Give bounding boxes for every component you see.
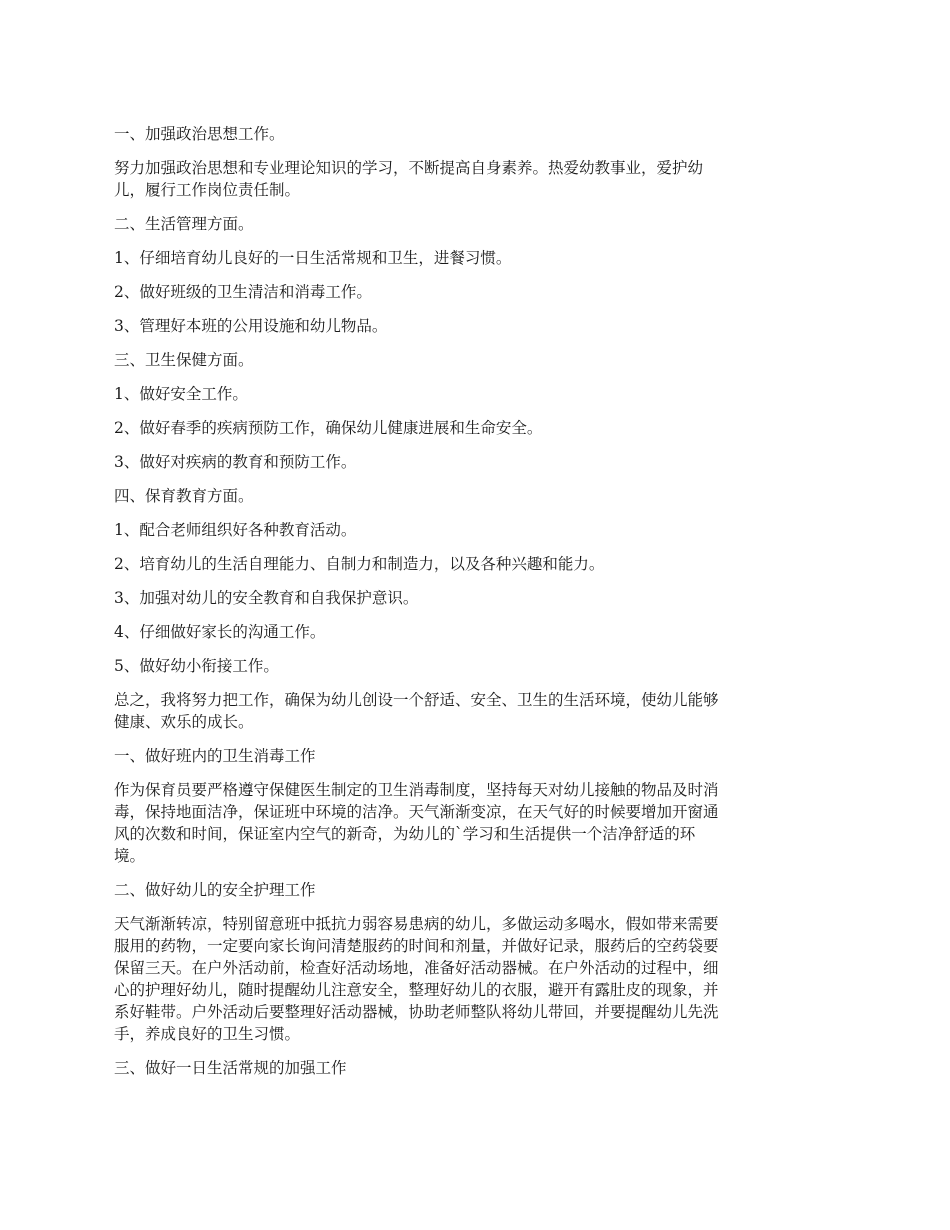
paragraph-hygiene-body: 作为保育员要严格遵守保健医生制定的卫生消毒制度，坚持每天对幼儿接触的物品及时消 毒，保持地面洁净，保证班中环境的洁净。天气渐渐变凉，在天气好的时候要增加开窗通 风的次数和时间，保证室内空气的新奇，为幼儿的`学习和生活提供一个洁净舒适的环 境。 — [114, 781, 719, 865]
list-item: 4、仔细做好家长的沟通工作。 — [114, 623, 326, 641]
section-heading-politics: 一、加强政治思想工作。 — [114, 125, 285, 143]
list-item: 3、管理好本班的公用设施和幼儿物品。 — [114, 317, 388, 335]
section-heading-life-management: 二、生活管理方面。 — [114, 215, 254, 233]
list-item: 2、培育幼儿的生活自理能力、自制力和制造力，以及各种兴趣和能力。 — [114, 555, 605, 573]
list-item: 3、做好对疾病的教育和预防工作。 — [114, 453, 357, 471]
paragraph-summary: 总之，我将努力把工作，确保为幼儿创设一个舒适、安全、卫生的生活环境，使幼儿能够 健康、欢乐的成长。 — [114, 691, 719, 731]
list-item: 1、做好安全工作。 — [114, 385, 248, 403]
list-item: 2、做好班级的卫生清洁和消毒工作。 — [114, 283, 372, 301]
list-item: 5、做好幼小衔接工作。 — [114, 657, 279, 675]
list-item: 1、仔细培育幼儿良好的一日生活常规和卫生，进餐习惯。 — [114, 249, 512, 267]
list-item: 2、做好春季的疾病预防工作，确保幼儿健康进展和生命安全。 — [114, 419, 543, 437]
paragraph-safety-body: 天气渐渐转凉，特别留意班中抵抗力弱容易患病的幼儿，多做运动多喝水，假如带来需要 服用的药物，一定要向家长询问清楚服药的时间和剂量，并做好记录，服药后的空药袋要 保留三天。在户外活动前，检查好活动场地，准备好活动器械。在户外活动的过程中，细 心的护理好幼儿，随时提醒幼儿注意安全，整理好幼儿的衣服，避开有露肚皮的现象，并 系好鞋带。户外活动后要整理好活动器械，协助老师整队将幼儿带回，并要提醒幼儿先洗 手，养成良好的卫生习惯。 — [114, 915, 719, 1043]
section-heading-health-care: 三、卫生保健方面。 — [114, 351, 254, 369]
section-heading-daily-routine: 三、做好一日生活常规的加强工作 — [114, 1059, 347, 1077]
section-heading-education: 四、保育教育方面。 — [114, 487, 254, 505]
list-item: 3、加强对幼儿的安全教育和自我保护意识。 — [114, 589, 419, 607]
section-heading-hygiene: 一、做好班内的卫生消毒工作 — [114, 747, 316, 765]
list-item: 1、配合老师组织好各种教育活动。 — [114, 521, 357, 539]
section-heading-safety: 二、做好幼儿的安全护理工作 — [114, 881, 316, 899]
document-body — [114, 123, 842, 1091]
paragraph-politics-body: 努力加强政治思想和专业理论知识的学习，不断提高自身素养。热爱幼教事业，爱护幼 儿，履行工作岗位责任制。 — [114, 159, 704, 199]
